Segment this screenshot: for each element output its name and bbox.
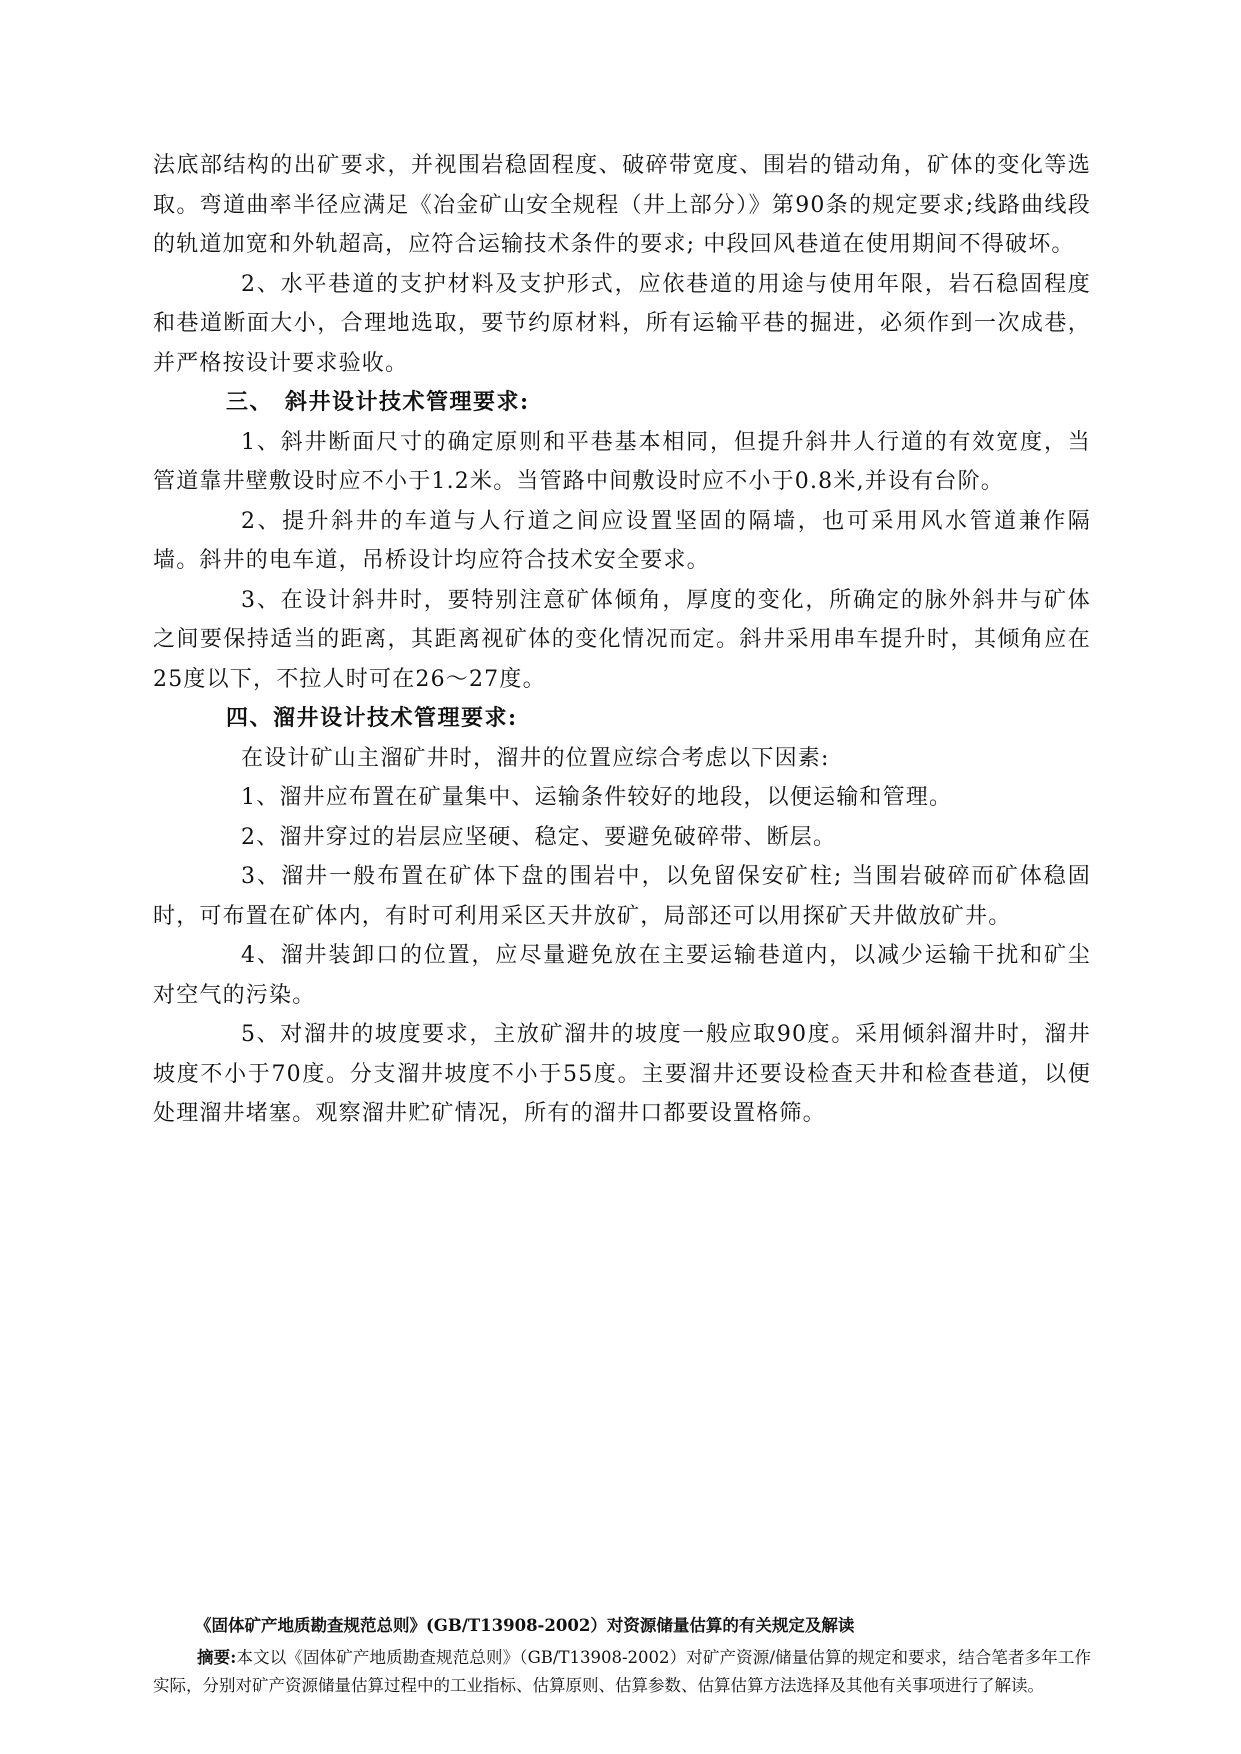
section-title-3: 斜井设计技术管理要求: <box>285 389 530 415</box>
section4-intro: 在设计矿山主溜矿井时，溜井的位置应综合考虑以下因素: <box>241 745 830 771</box>
body-text <box>153 146 1091 1134</box>
article-excerpt <box>153 1612 1091 1700</box>
paragraph-continuation: 法底部结构的出矿要求，并视围岩稳固程度、破碎带宽度、围岩的错动角，矿体的变化等选取。弯道曲率半径应满足《冶金矿山安全规程（井上部分）》第90条的规定要求;线路曲线段的轨道加宽和外轨超高，应符合运输技术条件的要求; 中段回风巷道在使用期间不得破坏。 <box>153 153 1091 257</box>
abstract-text: 本文以《固体矿产地质勘查规范总则》（GB/T13908-2002）对矿产资源/储量估算的规定和要求，结合笔者多年工作实际，分别对矿产资源储量估算过程中的工业指标、估算原则、估算参数、估算估算方法选择及其他有关事项进行了解读。 <box>153 1648 1091 1695</box>
section4-item-1: 1、溜井应布置在矿量集中、运输条件较好的地段，以便运输和管理。 <box>241 785 953 810</box>
section-number-3: 三、 <box>226 389 274 415</box>
abstract-label: 摘要: <box>197 1648 237 1667</box>
article-abstract <box>153 1644 1091 1700</box>
section3-item-2: 2、提升斜井的车道与人行道之间应设置坚固的隔墙，也可采用风水管道兼作隔墙。斜井的电车道，吊桥设计均应符合技术安全要求。 <box>153 508 1091 573</box>
article-title: 《固体矿产地质勘查规范总则》(GB/T13908-2002）对资源储量估算的有关规定及解读 <box>195 1616 855 1635</box>
section3-item-1: 1、斜井断面尺寸的确定原则和平巷基本相同，但提升斜井人行道的有效宽度，当管道靠井壁敷设时应不小于1.2米。当管路中间敷设时应不小于0.8米,并设有台阶。 <box>153 429 1091 494</box>
section3-item-3: 3、在设计斜井时，要特别注意矿体倾角，厚度的变化，所确定的脉外斜井与矿体之间要保持适当的距离，其距离视矿体的变化情况而定。斜井采用串车提升时，其倾角应在25度以下，不拉人时可在26～27度。 <box>153 587 1091 692</box>
section-heading-3 <box>153 383 1091 423</box>
section4-item-4: 4、溜井装卸口的位置，应尽量避免放在主要运输巷道内，以减少运输干扰和矿尘对空气的污染。 <box>153 943 1091 1008</box>
paragraph-item-2: 2、水平巷道的支护材料及支护形式，应依巷道的用途与使用年限，岩石稳固程度和巷道断面大小，合理地选取，要节约原材料，所有运输平巷的掘进，必须作到一次成巷，并严格按设计要求验收。 <box>153 271 1091 376</box>
section4-item-5: 5、对溜井的坡度要求，主放矿溜井的坡度一般应取90度。采用倾斜溜井时，溜井坡度不小于70度。分支溜井坡度不小于55度。主要溜井还要设检查天井和检查巷道，以便处理溜井堵塞。观察溜井贮矿情况，所有的溜井口都要设置格筛。 <box>153 1022 1091 1126</box>
section4-item-2: 2、溜井穿过的岩层应坚硬、稳定、要避免破碎带、断层。 <box>241 824 837 850</box>
section-heading-4: 四、溜井设计技术管理要求: <box>226 705 518 731</box>
section4-item-3: 3、溜井一般布置在矿体下盘的围岩中，以免留保安矿柱; 当围岩破碎而矿体稳固时，可布置在矿体内，有时可利用采区天井放矿，局部还可以用探矿天井做放矿井。 <box>153 864 1091 929</box>
